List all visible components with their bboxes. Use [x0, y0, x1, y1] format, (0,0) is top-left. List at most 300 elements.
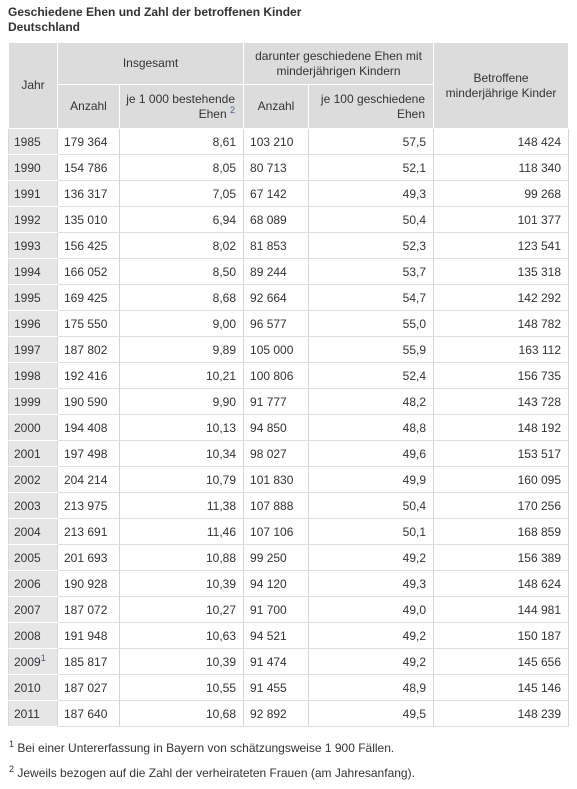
cell-mk-anzahl [244, 337, 309, 363]
cell-je1000 [120, 623, 244, 649]
table-row [9, 389, 569, 415]
cell-anzahl [58, 597, 120, 623]
header-anzahl-insgesamt: Anzahl [58, 85, 120, 129]
cell-je1000-value: 10,34 [205, 446, 237, 461]
cell-kinder-value: 148 239 [517, 706, 562, 721]
cell-je1000-value: 11,38 [206, 498, 237, 513]
cell-je1000 [120, 259, 244, 285]
table-row [9, 571, 569, 597]
cell-je1000 [120, 207, 244, 233]
cell-mk-anzahl-value: 92 664 [250, 290, 287, 305]
cell-year-value: 1994 [14, 264, 41, 279]
table-row [9, 337, 569, 363]
cell-je1000-value: 10,88 [205, 550, 237, 565]
table-row [9, 207, 569, 233]
cell-year-value: 2011 [14, 706, 40, 721]
table-row [9, 597, 569, 623]
cell-year [9, 649, 58, 675]
cell-mk-anzahl-value: 91 700 [250, 602, 287, 617]
cell-kinder [434, 311, 569, 337]
cell-mk-anzahl-value: 92 892 [250, 706, 287, 721]
cell-anzahl [58, 181, 120, 207]
cell-je1000 [120, 415, 244, 441]
cell-kinder [434, 571, 569, 597]
cell-anzahl-value: 136 317 [64, 186, 108, 201]
table-row [9, 233, 569, 259]
table-row [9, 129, 569, 155]
cell-je1000-value: 8,68 [212, 290, 237, 305]
cell-je100 [309, 363, 434, 389]
cell-year-value: 1993 [14, 238, 41, 253]
cell-je1000 [120, 571, 244, 597]
cell-kinder [434, 467, 569, 493]
cell-mk-anzahl-value: 80 713 [250, 160, 287, 175]
cell-je100 [309, 207, 434, 233]
cell-kinder-value: 148 192 [517, 420, 562, 435]
cell-je100-value: 52,1 [402, 160, 427, 175]
cell-anzahl [58, 649, 120, 675]
cell-je100 [309, 597, 434, 623]
cell-year-value: 2001 [14, 446, 41, 461]
cell-year [9, 311, 58, 337]
cell-anzahl-value: 192 416 [64, 368, 108, 383]
cell-anzahl [58, 675, 120, 701]
cell-je100-value: 49,9 [402, 472, 427, 487]
cell-mk-anzahl-value: 94 521 [250, 628, 287, 643]
cell-mk-anzahl [244, 259, 309, 285]
table-row [9, 181, 569, 207]
cell-je1000-value: 10,63 [205, 628, 237, 643]
cell-kinder [434, 285, 569, 311]
cell-anzahl-value: 213 691 [64, 524, 108, 539]
table-row [9, 675, 569, 701]
cell-je100 [309, 441, 434, 467]
cell-kinder-value: 145 656 [517, 654, 562, 669]
table-row [9, 493, 569, 519]
cell-je1000-value: 10,79 [205, 472, 237, 487]
cell-kinder-value: 123 541 [517, 238, 562, 253]
cell-mk-anzahl-value: 91 474 [250, 654, 287, 669]
cell-je1000 [120, 441, 244, 467]
cell-year [9, 415, 58, 441]
footnote-mark: 1 [9, 739, 15, 749]
cell-je1000 [120, 363, 244, 389]
cell-je100-value: 49,2 [402, 654, 427, 669]
cell-kinder-value: 101 377 [517, 212, 562, 227]
cell-je1000 [120, 233, 244, 259]
cell-je1000-value: 7,05 [212, 186, 237, 201]
header-je100-text: je 100 geschiedene Ehen [320, 91, 426, 121]
cell-year [9, 155, 58, 181]
cell-je1000 [120, 389, 244, 415]
cell-kinder-value: 150 187 [517, 628, 562, 643]
cell-anzahl [58, 259, 120, 285]
cell-anzahl-value: 175 550 [64, 316, 108, 331]
cell-kinder-value: 170 256 [517, 498, 562, 513]
cell-kinder [434, 337, 569, 363]
cell-kinder-value: 118 340 [518, 160, 562, 175]
cell-anzahl [58, 311, 120, 337]
header-darunter-text: darunter geschiedene Ehen mit minderjährigen Kindern [255, 48, 422, 78]
cell-je100 [309, 337, 434, 363]
cell-kinder [434, 415, 569, 441]
table-row [9, 623, 569, 649]
cell-anzahl-value: 166 052 [64, 264, 108, 279]
cell-je100-value: 50,4 [402, 498, 427, 513]
footnote-text: Jeweils bezogen auf die Zahl der verheirateten Frauen (am Jahresanfang). [17, 766, 415, 780]
cell-kinder [434, 259, 569, 285]
table-row [9, 441, 569, 467]
cell-anzahl [58, 129, 120, 155]
cell-mk-anzahl [244, 155, 309, 181]
table-row [9, 519, 569, 545]
cell-je1000-value: 8,50 [212, 264, 237, 279]
cell-je1000 [120, 285, 244, 311]
cell-anzahl-value: 190 928 [64, 576, 108, 591]
cell-kinder [434, 129, 569, 155]
cell-year [9, 285, 58, 311]
table-row [9, 649, 569, 675]
cell-kinder-value: 143 728 [517, 394, 562, 409]
cell-kinder [434, 441, 569, 467]
cell-anzahl-value: 201 693 [64, 550, 108, 565]
cell-year [9, 623, 58, 649]
cell-year [9, 233, 58, 259]
cell-kinder-value: 135 318 [517, 264, 562, 279]
cell-kinder [434, 519, 569, 545]
cell-year-value: 1985 [14, 134, 41, 149]
cell-mk-anzahl [244, 311, 309, 337]
cell-je100 [309, 545, 434, 571]
cell-anzahl-value: 197 498 [64, 446, 108, 461]
cell-anzahl [58, 155, 120, 181]
table-row [9, 311, 569, 337]
cell-year-value: 1995 [14, 290, 41, 305]
cell-je100 [309, 571, 434, 597]
cell-mk-anzahl-value: 91 777 [250, 394, 287, 409]
cell-year [9, 129, 58, 155]
cell-je1000 [120, 467, 244, 493]
cell-je1000-value: 11,46 [206, 524, 237, 539]
cell-kinder-value: 160 095 [517, 472, 562, 487]
cell-je100-value: 48,9 [402, 680, 427, 695]
cell-mk-anzahl [244, 363, 309, 389]
cell-year [9, 675, 58, 701]
cell-je100-value: 52,4 [402, 368, 427, 383]
cell-mk-anzahl [244, 571, 309, 597]
footnote-ref-1[interactable]: 1 [40, 652, 46, 663]
cell-mk-anzahl-value: 96 577 [250, 316, 287, 331]
cell-je100 [309, 649, 434, 675]
cell-je1000 [120, 493, 244, 519]
table-row [9, 259, 569, 285]
footnote-text: Bei einer Untererfassung in Bayern von schätzungsweise 1 900 Fällen. [17, 741, 395, 755]
cell-mk-anzahl [244, 285, 309, 311]
cell-year [9, 467, 58, 493]
cell-kinder [434, 493, 569, 519]
cell-je100-value: 57,5 [402, 134, 427, 149]
cell-year [9, 519, 58, 545]
cell-year [9, 493, 58, 519]
header-insgesamt: Insgesamt [58, 43, 244, 85]
cell-je100 [309, 155, 434, 181]
cell-mk-anzahl [244, 493, 309, 519]
cell-year [9, 181, 58, 207]
cell-je1000 [120, 597, 244, 623]
cell-kinder [434, 233, 569, 259]
cell-je100 [309, 129, 434, 155]
cell-je1000 [120, 311, 244, 337]
cell-anzahl [58, 467, 120, 493]
header-betroffene [434, 43, 569, 129]
cell-je1000-value: 10,39 [205, 654, 237, 669]
cell-anzahl [58, 701, 120, 727]
cell-mk-anzahl [244, 519, 309, 545]
cell-year-value: 1992 [14, 212, 41, 227]
cell-mk-anzahl [244, 467, 309, 493]
cell-je100-value: 55,0 [402, 316, 427, 331]
cell-mk-anzahl [244, 597, 309, 623]
cell-mk-anzahl [244, 207, 309, 233]
cell-anzahl [58, 389, 120, 415]
cell-mk-anzahl-value: 68 089 [250, 212, 287, 227]
cell-anzahl-value: 194 408 [64, 420, 108, 435]
cell-year-value: 2007 [14, 602, 41, 617]
cell-year-value: 1997 [14, 342, 41, 357]
cell-mk-anzahl [244, 233, 309, 259]
cell-mk-anzahl-value: 94 850 [250, 420, 287, 435]
cell-je100-value: 52,3 [402, 238, 427, 253]
cell-je1000-value: 9,90 [212, 394, 237, 409]
cell-je1000-value: 10,39 [205, 576, 237, 591]
cell-anzahl-value: 191 948 [64, 628, 108, 643]
cell-je1000 [120, 181, 244, 207]
header-je1000 [120, 85, 244, 129]
cell-kinder-value: 148 424 [517, 134, 562, 149]
cell-je1000 [120, 129, 244, 155]
footnote-1 [8, 740, 577, 756]
cell-je100-value: 49,5 [402, 706, 427, 721]
cell-kinder-value: 142 292 [517, 290, 562, 305]
cell-anzahl [58, 623, 120, 649]
cell-year-value: 2002 [14, 472, 41, 487]
cell-je100-value: 50,4 [402, 212, 427, 227]
cell-anzahl-value: 187 640 [64, 706, 108, 721]
cell-kinder-value: 163 112 [518, 342, 562, 357]
header-jahr: Jahr [9, 43, 58, 129]
cell-year [9, 597, 58, 623]
cell-kinder [434, 597, 569, 623]
cell-mk-anzahl-value: 94 120 [250, 576, 287, 591]
cell-anzahl [58, 337, 120, 363]
cell-mk-anzahl-value: 91 455 [250, 680, 287, 695]
table-row [9, 467, 569, 493]
cell-mk-anzahl [244, 415, 309, 441]
cell-kinder [434, 181, 569, 207]
cell-je1000 [120, 155, 244, 181]
cell-kinder [434, 363, 569, 389]
cell-anzahl-value: 187 027 [64, 680, 108, 695]
cell-anzahl-value: 135 010 [64, 212, 108, 227]
footnote-ref-2[interactable]: 2 [230, 104, 236, 115]
cell-anzahl-value: 204 214 [64, 472, 108, 487]
cell-mk-anzahl [244, 701, 309, 727]
cell-kinder [434, 545, 569, 571]
cell-year-value: 1996 [14, 316, 41, 331]
cell-anzahl [58, 571, 120, 597]
cell-mk-anzahl-value: 105 000 [250, 342, 294, 357]
cell-year-value: 1998 [14, 368, 41, 383]
cell-mk-anzahl-value: 107 106 [250, 524, 294, 539]
cell-anzahl-value: 179 364 [64, 134, 108, 149]
cell-mk-anzahl-value: 103 210 [250, 134, 294, 149]
cell-mk-anzahl-value: 98 027 [250, 446, 287, 461]
cell-year-value: 2010 [14, 680, 41, 695]
cell-year-value: 2006 [14, 576, 41, 591]
cell-anzahl [58, 363, 120, 389]
footnote-mark: 2 [9, 764, 15, 774]
cell-je1000-value: 10,55 [205, 680, 237, 695]
cell-je1000 [120, 519, 244, 545]
cell-je100-value: 48,8 [402, 420, 427, 435]
cell-kinder-value: 168 859 [517, 524, 562, 539]
cell-year-value: 2005 [14, 550, 41, 565]
cell-je100-value: 55,9 [402, 342, 427, 357]
cell-anzahl-value: 169 425 [64, 290, 108, 305]
cell-kinder-value: 99 268 [524, 186, 562, 201]
cell-kinder [434, 623, 569, 649]
cell-je100-value: 54,7 [402, 290, 427, 305]
header-anzahl-mk: Anzahl [244, 85, 309, 129]
cell-je1000-value: 8,05 [212, 160, 237, 175]
table-title: Geschiedene Ehen und Zahl der betroffenen Kinder [8, 5, 302, 19]
cell-year [9, 363, 58, 389]
cell-anzahl [58, 233, 120, 259]
table-row [9, 285, 569, 311]
cell-kinder-value: 156 735 [517, 368, 562, 383]
cell-kinder-value: 153 517 [517, 446, 562, 461]
cell-mk-anzahl [244, 623, 309, 649]
cell-anzahl-value: 213 975 [64, 498, 108, 513]
cell-je1000-value: 9,00 [212, 316, 237, 331]
cell-je100-value: 49,2 [402, 628, 427, 643]
cell-kinder-value: 144 981 [517, 602, 562, 617]
cell-je100 [309, 675, 434, 701]
cell-year [9, 545, 58, 571]
cell-mk-anzahl [244, 545, 309, 571]
cell-year-value: 1991 [14, 186, 41, 201]
cell-je1000-value: 8,02 [212, 238, 237, 253]
cell-year-value: 1999 [14, 394, 41, 409]
cell-kinder-value: 148 624 [517, 576, 562, 591]
cell-kinder [434, 649, 569, 675]
cell-anzahl [58, 207, 120, 233]
cell-anzahl-value: 154 786 [64, 160, 108, 175]
cell-mk-anzahl-value: 89 244 [250, 264, 287, 279]
cell-kinder [434, 701, 569, 727]
cell-mk-anzahl-value: 67 142 [250, 186, 287, 201]
cell-anzahl-value: 185 817 [64, 654, 108, 669]
cell-je100 [309, 415, 434, 441]
cell-mk-anzahl [244, 129, 309, 155]
cell-je100 [309, 519, 434, 545]
cell-mk-anzahl-value: 100 806 [250, 368, 294, 383]
cell-kinder [434, 675, 569, 701]
cell-je100 [309, 493, 434, 519]
cell-anzahl-value: 187 802 [64, 342, 108, 357]
cell-year [9, 701, 58, 727]
cell-mk-anzahl [244, 441, 309, 467]
cell-je100 [309, 285, 434, 311]
cell-mk-anzahl [244, 389, 309, 415]
cell-mk-anzahl-value: 99 250 [250, 550, 287, 565]
cell-anzahl [58, 519, 120, 545]
cell-kinder-value: 156 389 [517, 550, 562, 565]
cell-je100-value: 49,6 [402, 446, 427, 461]
cell-je1000 [120, 649, 244, 675]
cell-year [9, 571, 58, 597]
cell-je100-value: 49,2 [402, 550, 427, 565]
table-row [9, 415, 569, 441]
cell-year [9, 207, 58, 233]
cell-je1000 [120, 337, 244, 363]
divorce-table [8, 42, 569, 727]
cell-je100-value: 49,0 [402, 602, 427, 617]
cell-je1000-value: 10,13 [205, 420, 237, 435]
table-row [9, 155, 569, 181]
cell-mk-anzahl [244, 675, 309, 701]
footnote-2 [8, 765, 577, 781]
cell-je1000-value: 10,21 [205, 368, 237, 383]
cell-je100 [309, 311, 434, 337]
cell-year [9, 389, 58, 415]
cell-year-value: 2000 [14, 420, 41, 435]
cell-anzahl [58, 415, 120, 441]
cell-anzahl-value: 187 072 [64, 602, 108, 617]
footnotes [8, 740, 577, 781]
cell-je100 [309, 181, 434, 207]
cell-je100 [309, 467, 434, 493]
cell-kinder-value: 145 146 [517, 680, 562, 695]
cell-year-value: 2009 [14, 654, 41, 669]
cell-je100 [309, 233, 434, 259]
cell-anzahl-value: 190 590 [64, 394, 108, 409]
cell-mk-anzahl [244, 649, 309, 675]
cell-je100 [309, 701, 434, 727]
cell-je100-value: 50,1 [402, 524, 427, 539]
cell-anzahl [58, 285, 120, 311]
cell-year-value: 2003 [14, 498, 41, 513]
cell-je1000-value: 8,61 [212, 134, 237, 149]
cell-mk-anzahl [244, 181, 309, 207]
cell-year-value: 1990 [14, 160, 41, 175]
header-je100 [309, 85, 434, 129]
cell-je100-value: 49,3 [402, 186, 427, 201]
cell-je1000 [120, 675, 244, 701]
cell-je1000-value: 6,94 [212, 212, 237, 227]
table-row [9, 545, 569, 571]
cell-je100 [309, 389, 434, 415]
header-darunter [244, 43, 434, 85]
cell-anzahl [58, 545, 120, 571]
cell-mk-anzahl-value: 101 830 [250, 472, 294, 487]
cell-year [9, 259, 58, 285]
cell-je1000-value: 10,68 [205, 706, 237, 721]
cell-je100-value: 49,3 [402, 576, 427, 591]
cell-anzahl [58, 441, 120, 467]
cell-year [9, 441, 58, 467]
cell-je100 [309, 623, 434, 649]
